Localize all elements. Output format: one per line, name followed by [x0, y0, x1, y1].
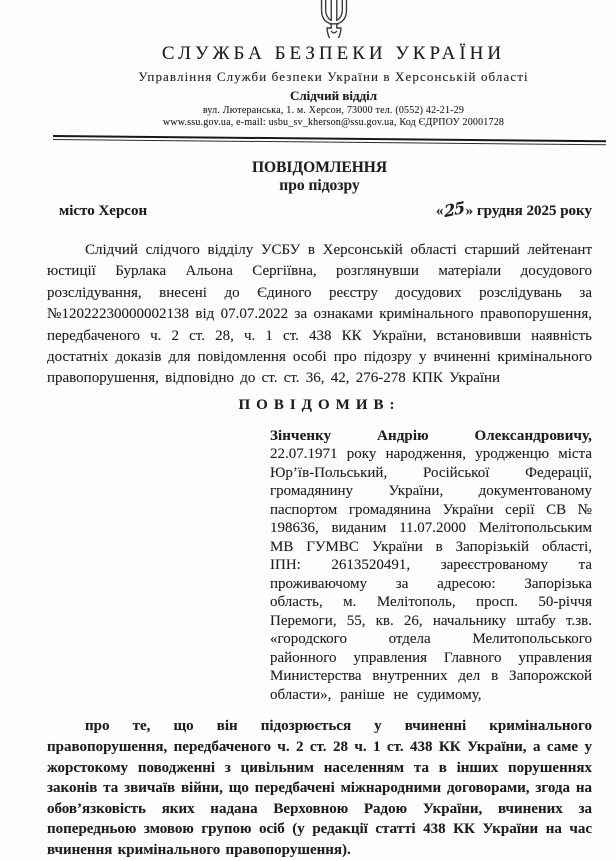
intro-paragraph: Слідчий слідчого відділу УСБУ в Херсонській області старший лейтенант юстиції Бурлака Альона Сергіївна, розглянувши матеріали досудового розслідування, внесені до Єдиного реєстру досудових розслідувань за №12022230000002138 від 07.07.2022 за ознаками кримінального правопорушення, передбаченого ч. 2 ст. 28, ч. 1 ст. 438 КК України, встановивши наявність достатніх доказів для повідомлення особі про підозру у вчиненні кримінального правопорушення, відповідно до ст. ст. 36, 42, 276-278 КПК України — [47, 242, 592, 387]
meta-row — [47, 197, 592, 222]
org-unit: Слідчий відділ — [289, 88, 378, 103]
org-department: Управління Служби безпеки України в Херсонській області — [138, 69, 529, 84]
letterhead — [61, 0, 606, 128]
header-divider — [53, 135, 606, 145]
org-name: СЛУЖБА БЕЗПЕКИ УКРАЇНИ — [161, 43, 506, 64]
document-title — [47, 159, 592, 195]
title-line-1: ПОВІДОМЛЕННЯ — [251, 159, 388, 176]
org-address: вул. Лютеранська, 1. м. Херсон, 73000 тел. (0552) 42-21-29 — [202, 105, 465, 116]
suspect-name: Зінченку Андрію Олександровичу, — [270, 427, 592, 444]
accusation-paragraph: про те, що він підозрюється у вчиненні кримінального правопорушення, передбаченого ч. 2 ст. 28 ч. 1 ст. 438 КК України, а саме у жорстокому поводженні з цивільним населенням та в інших порушеннях законів та звичаїв війни, що передбачені міжнародними договорами, згода на обов’язковість яких надана Верховною Радою України, вчинених за попередньою змовою групою осіб (у редакції статті 438 КК України на час вчинення кримінального правопорушення). — [47, 718, 592, 858]
coat-of-arms-icon — [61, 0, 606, 38]
city-label: місто Херсон — [59, 203, 148, 219]
date-open-quote: « — [435, 203, 444, 219]
date-rest: » грудня 2025 року — [465, 203, 592, 219]
suspect-details: 22.07.1971 року народження, уродженцю міста Юр’їв-Польський, Російської Федерації, громадянину України, документованому паспортом громадянина України серії СВ № 198636, виданим 11.07.2000 Мелітопольським МВ ГУМВС України в Запорізькій області, ІПН: 2613520491, зареєстрованому та проживаючому за адресою: Запорізька область, м. Мелітополь, просп. 50-річчя Перемоги, 55, кв. 26, начальнику штабу т.зв. «городского отдела Мелитопольського районного управления Главного управления Министерства внутренних дел в Запорожской области», раніше не судимому, — [270, 446, 592, 703]
org-contacts: www.ssu.gov.ua, e-mail: usbu_sv_kherson@ssu.gov.ua, Код ЄДРПОУ 20001728 — [162, 117, 505, 128]
date-line — [435, 197, 592, 222]
title-line-2: про підозру — [279, 177, 360, 194]
handwritten-day: 25 — [443, 197, 466, 222]
suspect-block — [270, 427, 592, 705]
notified-heading: ПОВІДОМИВ: — [238, 396, 401, 413]
